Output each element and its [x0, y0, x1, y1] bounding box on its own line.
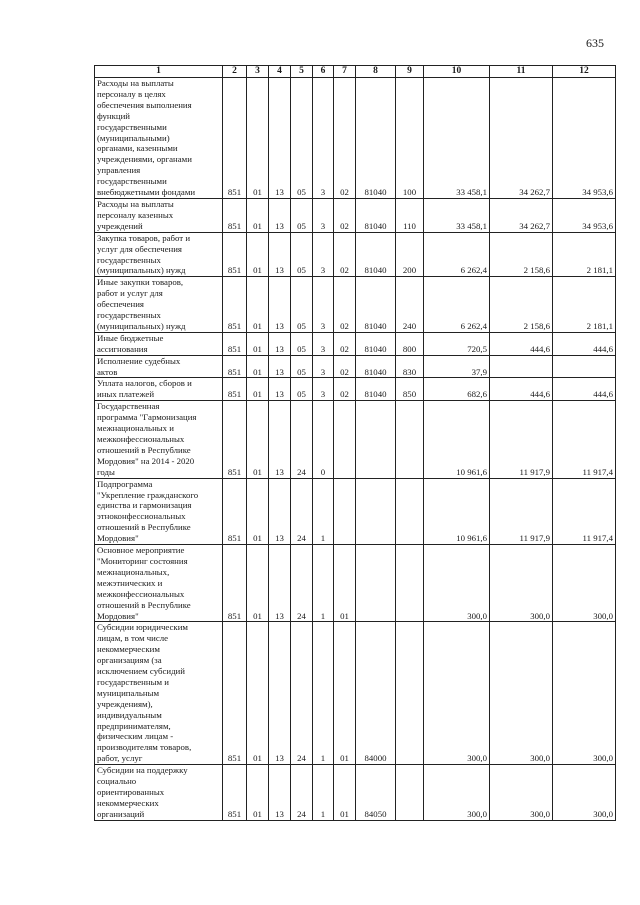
amount-cell: [553, 355, 616, 378]
code-cell: 851: [223, 277, 247, 333]
row-name-cell: Расходы на выплаты персоналу в целях обеспечения выполнения функций государственными (муниципальными) органами, казенными учреждениями, органами управления государственными внебюджетными фондами: [95, 78, 223, 199]
code-cell: 240: [396, 277, 424, 333]
table-row: [95, 232, 616, 277]
code-cell: 02: [334, 198, 356, 232]
code-cell: 24: [291, 622, 313, 765]
amount-cell: 300,0: [553, 765, 616, 821]
column-header: 8: [356, 66, 396, 78]
code-cell: 1: [313, 765, 334, 821]
code-cell: 13: [269, 198, 291, 232]
code-cell: 01: [247, 478, 269, 544]
code-cell: 13: [269, 332, 291, 355]
code-cell: 3: [313, 277, 334, 333]
code-cell: 02: [334, 78, 356, 199]
code-cell: 851: [223, 478, 247, 544]
code-cell: 02: [334, 378, 356, 401]
table-row: [95, 332, 616, 355]
code-cell: 851: [223, 198, 247, 232]
code-cell: 13: [269, 622, 291, 765]
code-cell: 81040: [356, 378, 396, 401]
amount-cell: 444,6: [490, 332, 553, 355]
code-cell: 01: [334, 765, 356, 821]
code-cell: 24: [291, 545, 313, 622]
amount-cell: 300,0: [553, 622, 616, 765]
table-row: [95, 198, 616, 232]
code-cell: 3: [313, 232, 334, 277]
table-row: [95, 355, 616, 378]
column-header: 6: [313, 66, 334, 78]
code-cell: 24: [291, 401, 313, 478]
amount-cell: 444,6: [553, 378, 616, 401]
code-cell: 05: [291, 277, 313, 333]
code-cell: 13: [269, 232, 291, 277]
code-cell: 05: [291, 378, 313, 401]
amount-cell: 300,0: [490, 545, 553, 622]
code-cell: 81040: [356, 198, 396, 232]
code-cell: 13: [269, 478, 291, 544]
table-row: [95, 478, 616, 544]
amount-cell: 11 917,4: [553, 478, 616, 544]
code-cell: 02: [334, 355, 356, 378]
code-cell: 830: [396, 355, 424, 378]
column-header: 2: [223, 66, 247, 78]
code-cell: 13: [269, 765, 291, 821]
column-header: 4: [269, 66, 291, 78]
code-cell: [396, 622, 424, 765]
code-cell: 01: [247, 765, 269, 821]
code-cell: 110: [396, 198, 424, 232]
code-cell: 3: [313, 332, 334, 355]
table-row: [95, 277, 616, 333]
amount-cell: 6 262,4: [424, 277, 490, 333]
code-cell: 05: [291, 355, 313, 378]
code-cell: 3: [313, 198, 334, 232]
row-name-cell: Иные бюджетные ассигнования: [95, 332, 223, 355]
code-cell: 81040: [356, 232, 396, 277]
code-cell: 851: [223, 355, 247, 378]
code-cell: 01: [247, 198, 269, 232]
code-cell: [396, 401, 424, 478]
code-cell: [356, 545, 396, 622]
amount-cell: 10 961,6: [424, 478, 490, 544]
table-row: [95, 765, 616, 821]
row-name-cell: Основное мероприятие "Мониторинг состояния межнациональных, межэтнических и межконфессиональных отношений в Республике Мордовия": [95, 545, 223, 622]
row-name-cell: Подпрограмма "Укрепление гражданского единства и гармонизация этноконфессиональных отношений в Республике Мордовия": [95, 478, 223, 544]
row-name-cell: Субсидии юридическим лицам, в том числе некоммерческим организациям (за исключением субсидий государственным и муниципальным учреждениям), индивидуальным предпринимателям, физическим лицам - производителям товаров, работ, услуг: [95, 622, 223, 765]
code-cell: [356, 478, 396, 544]
code-cell: 13: [269, 545, 291, 622]
amount-cell: 300,0: [424, 765, 490, 821]
amount-cell: 34 953,6: [553, 198, 616, 232]
amount-cell: 11 917,4: [553, 401, 616, 478]
amount-cell: 300,0: [490, 765, 553, 821]
code-cell: 01: [247, 378, 269, 401]
column-header: 10: [424, 66, 490, 78]
table-row: [95, 378, 616, 401]
code-cell: 84000: [356, 622, 396, 765]
amount-cell: 34 262,7: [490, 198, 553, 232]
row-name-cell: Закупка товаров, работ и услуг для обеспечения государственных (муниципальных) нужд: [95, 232, 223, 277]
code-cell: 01: [247, 622, 269, 765]
amount-cell: 300,0: [490, 622, 553, 765]
amount-cell: 300,0: [424, 622, 490, 765]
code-cell: 3: [313, 78, 334, 199]
code-cell: 851: [223, 232, 247, 277]
column-header: 11: [490, 66, 553, 78]
code-cell: 84050: [356, 765, 396, 821]
code-cell: 01: [247, 545, 269, 622]
code-cell: 01: [334, 545, 356, 622]
table-row: [95, 622, 616, 765]
table-row: [95, 78, 616, 199]
code-cell: 100: [396, 78, 424, 199]
code-cell: 13: [269, 355, 291, 378]
amount-cell: 34 262,7: [490, 78, 553, 199]
code-cell: 851: [223, 332, 247, 355]
amount-cell: 300,0: [553, 545, 616, 622]
code-cell: 13: [269, 401, 291, 478]
code-cell: 05: [291, 198, 313, 232]
page-number: 635: [586, 36, 604, 50]
amount-cell: 33 458,1: [424, 198, 490, 232]
row-name-cell: Уплата налогов, сборов и иных платежей: [95, 378, 223, 401]
code-cell: 81040: [356, 355, 396, 378]
row-name-cell: Расходы на выплаты персоналу казенных учреждений: [95, 198, 223, 232]
row-name-cell: Исполнение судебных актов: [95, 355, 223, 378]
code-cell: 24: [291, 765, 313, 821]
row-name-cell: Государственная программа "Гармонизация межнациональных и межконфессиональных отношений в Республике Мордовия" на 2014 - 2020 годы: [95, 401, 223, 478]
code-cell: 13: [269, 277, 291, 333]
table-row: [95, 545, 616, 622]
code-cell: 01: [247, 277, 269, 333]
code-cell: [334, 401, 356, 478]
code-cell: 851: [223, 765, 247, 821]
code-cell: 05: [291, 78, 313, 199]
code-cell: 851: [223, 378, 247, 401]
code-cell: 01: [247, 355, 269, 378]
budget-table: [94, 65, 616, 821]
code-cell: 3: [313, 378, 334, 401]
amount-cell: 300,0: [424, 545, 490, 622]
amount-cell: 2 158,6: [490, 277, 553, 333]
amount-cell: 34 953,6: [553, 78, 616, 199]
code-cell: 200: [396, 232, 424, 277]
amount-cell: 444,6: [490, 378, 553, 401]
code-cell: 01: [247, 232, 269, 277]
code-cell: 1: [313, 545, 334, 622]
code-cell: [334, 478, 356, 544]
code-cell: 81040: [356, 78, 396, 199]
row-name-cell: Иные закупки товаров, работ и услуг для обеспечения государственных (муниципальных) нужд: [95, 277, 223, 333]
amount-cell: 2 181,1: [553, 232, 616, 277]
column-header: 12: [553, 66, 616, 78]
code-cell: 1: [313, 478, 334, 544]
code-cell: 01: [247, 332, 269, 355]
column-header: 7: [334, 66, 356, 78]
code-cell: 851: [223, 545, 247, 622]
code-cell: 01: [247, 401, 269, 478]
amount-cell: 720,5: [424, 332, 490, 355]
column-header: 1: [95, 66, 223, 78]
code-cell: 24: [291, 478, 313, 544]
amount-cell: 11 917,9: [490, 401, 553, 478]
code-cell: 13: [269, 78, 291, 199]
amount-cell: 6 262,4: [424, 232, 490, 277]
amount-cell: 444,6: [553, 332, 616, 355]
table-row: [95, 401, 616, 478]
code-cell: [396, 545, 424, 622]
amount-cell: 2 158,6: [490, 232, 553, 277]
code-cell: [356, 401, 396, 478]
code-cell: 81040: [356, 277, 396, 333]
amount-cell: 11 917,9: [490, 478, 553, 544]
code-cell: 851: [223, 622, 247, 765]
code-cell: 3: [313, 355, 334, 378]
column-header: 9: [396, 66, 424, 78]
code-cell: 1: [313, 622, 334, 765]
code-cell: 0: [313, 401, 334, 478]
column-header: 3: [247, 66, 269, 78]
code-cell: 05: [291, 332, 313, 355]
code-cell: [396, 765, 424, 821]
amount-cell: 2 181,1: [553, 277, 616, 333]
amount-cell: [490, 355, 553, 378]
code-cell: 01: [334, 622, 356, 765]
code-cell: 02: [334, 332, 356, 355]
header-row: [95, 66, 616, 78]
code-cell: 81040: [356, 332, 396, 355]
code-cell: [396, 478, 424, 544]
code-cell: 13: [269, 378, 291, 401]
amount-cell: 682,6: [424, 378, 490, 401]
code-cell: 851: [223, 401, 247, 478]
code-cell: 02: [334, 232, 356, 277]
column-header: 5: [291, 66, 313, 78]
code-cell: 851: [223, 78, 247, 199]
amount-cell: 33 458,1: [424, 78, 490, 199]
code-cell: 02: [334, 277, 356, 333]
amount-cell: 10 961,6: [424, 401, 490, 478]
code-cell: 05: [291, 232, 313, 277]
code-cell: 01: [247, 78, 269, 199]
code-cell: 850: [396, 378, 424, 401]
code-cell: 800: [396, 332, 424, 355]
amount-cell: 37,9: [424, 355, 490, 378]
row-name-cell: Субсидии на поддержку социально ориентированных некоммерческих организаций: [95, 765, 223, 821]
